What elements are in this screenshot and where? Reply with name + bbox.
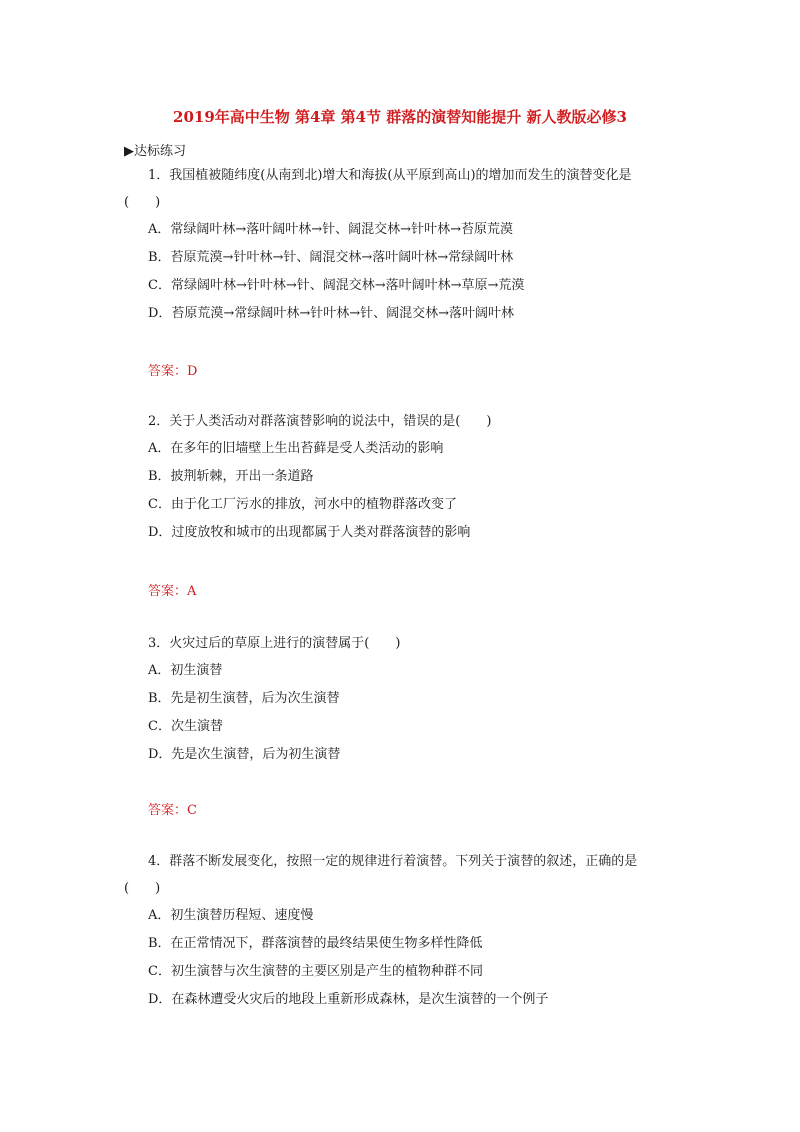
section-heading: ▶达标练习 — [124, 144, 186, 159]
option-b: B．披荆斩棘，开出一条道路 — [148, 469, 314, 484]
option-a: A．初生演替 — [148, 663, 223, 678]
answer-paren: ( ) — [124, 195, 161, 210]
option-c: C．常绿阔叶林→针叶林→针、阔混交林→落叶阔叶林→草原→荒漠 — [148, 278, 525, 293]
question-3 — [124, 630, 684, 769]
answer-2: 答案：A — [148, 584, 197, 599]
option-a: A．在多年的旧墙壁上生出苔藓是受人类活动的影响 — [148, 441, 444, 456]
question-4 — [124, 848, 684, 1014]
question-stem: 3．火灾过后的草原上进行的演替属于( ) — [148, 636, 401, 651]
question-1 — [124, 162, 684, 328]
document-title: 2019年高中生物 第4章 第4节 群落的演替知能提升 新人教版必修3 — [173, 108, 627, 126]
option-d: D．过度放牧和城市的出现都属于人类对群落演替的影响 — [148, 525, 471, 540]
option-c: C．初生演替与次生演替的主要区别是产生的植物种群不同 — [148, 964, 483, 979]
option-d: D．苔原荒漠→常绿阔叶林→针叶林→针、阔混交林→落叶阔叶林 — [148, 306, 514, 321]
question-stem: 4．群落不断发展变化，按照一定的规律进行着演替。下列关于演替的叙述，正确的是 — [148, 854, 638, 869]
answer-3: 答案：C — [148, 803, 197, 818]
option-b: B．先是初生演替，后为次生演替 — [148, 691, 340, 706]
option-b: B．苔原荒漠→针叶林→针、阔混交林→落叶阔叶林→常绿阔叶林 — [148, 250, 514, 265]
option-d: D．在森林遭受火灾后的地段上重新形成森林，是次生演替的一个例子 — [148, 992, 549, 1007]
question-stem: 2．关于人类活动对群落演替影响的说法中，错误的是( ) — [148, 414, 492, 429]
option-c: C．由于化工厂污水的排放，河水中的植物群落改变了 — [148, 497, 457, 512]
option-a: A．常绿阔叶林→落叶阔叶林→针、阔混交林→针叶林→苔原荒漠 — [148, 222, 513, 237]
option-b: B．在正常情况下，群落演替的最终结果使生物多样性降低 — [148, 936, 483, 951]
option-a: A．初生演替历程短、速度慢 — [148, 908, 314, 923]
question-stem: 1．我国植被随纬度(从南到北)增大和海拔(从平原到高山)的增加而发生的演替变化是 — [148, 168, 632, 183]
option-c: C．次生演替 — [148, 719, 223, 734]
option-d: D．先是次生演替，后为初生演替 — [148, 747, 341, 762]
question-2 — [124, 408, 684, 547]
answer-1: 答案：D — [148, 364, 198, 379]
answer-paren: ( ) — [124, 881, 161, 896]
